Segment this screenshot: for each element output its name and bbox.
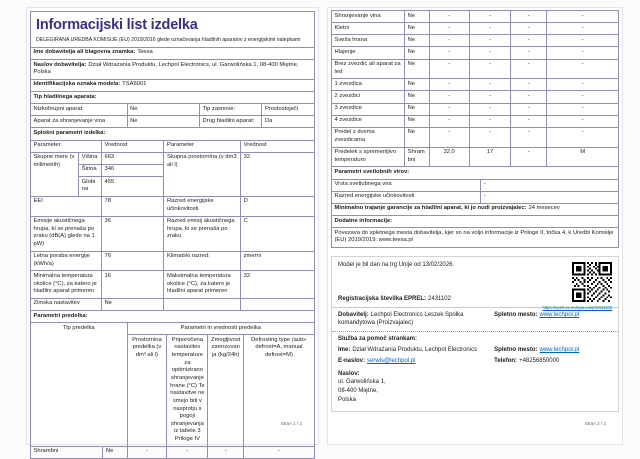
cell-value: - xyxy=(429,35,469,47)
light-parameters-table xyxy=(331,179,619,204)
param-label: Razred energijske učinkovitosti xyxy=(332,191,481,203)
warranty-cell xyxy=(332,203,619,215)
column-header: Parametri in vrednosti predelka xyxy=(127,323,314,335)
param-label: Razred emisij akustičnega hrupa, ki se prenaša po zraku xyxy=(164,216,241,251)
table-row xyxy=(332,115,619,127)
table-row xyxy=(31,216,315,251)
section-header-compartment: Parametri predelka: xyxy=(31,311,315,323)
service-name-row xyxy=(338,347,612,355)
cell-value: - xyxy=(127,446,167,458)
address-line: 08-400 Miętne, xyxy=(338,388,379,395)
eprel-qr-link[interactable]: https://eprel.ec.europa.eu/qr/2431102 xyxy=(542,304,612,310)
email-cell xyxy=(338,358,494,366)
column-header: Vrednost xyxy=(241,140,315,152)
page-1 xyxy=(26,7,319,455)
field-value: 24 mesecev xyxy=(528,205,560,212)
cell-value: - xyxy=(469,59,511,79)
cell-value: - xyxy=(511,147,547,167)
cell-value: - xyxy=(547,103,619,115)
cell-value: - xyxy=(429,115,469,127)
cell-value: - xyxy=(469,35,511,47)
dimension-value: 346 xyxy=(101,164,163,176)
section-header-additional: Dodatne informacije: xyxy=(332,216,619,228)
table-row xyxy=(332,167,619,179)
cell-value: - xyxy=(547,23,619,35)
cell-value: - xyxy=(469,127,511,147)
address-line: ul. Garwolińska 1, xyxy=(338,379,386,386)
cell-value: - xyxy=(429,23,469,35)
table-row xyxy=(31,298,315,310)
param-label: Zimska nastavitev xyxy=(31,298,102,310)
supplier-name-cell xyxy=(31,47,315,59)
table-row xyxy=(31,104,315,116)
service-section-header: Služba za pomoč strankam: xyxy=(338,336,418,343)
param-value: - xyxy=(481,179,619,191)
cell-value: - xyxy=(469,23,511,35)
cell-value: - xyxy=(511,127,547,147)
compartment-flag: Ne xyxy=(405,127,429,147)
cell-value: - xyxy=(469,47,511,59)
param-label: Aparat za shranjevanje vina xyxy=(31,116,128,128)
param-label: Letna poraba energije (kWh/a) xyxy=(31,251,102,271)
cell-value: - xyxy=(511,35,547,47)
dimension-value: 455 xyxy=(101,177,163,197)
dotted-divider xyxy=(332,331,618,332)
email-link[interactable]: serwis@lechpol.pl xyxy=(367,358,416,365)
service-website-cell xyxy=(494,347,612,355)
param-value: 16 xyxy=(101,271,163,298)
table-row xyxy=(332,59,619,79)
compartment-name: Brez zvezdic ali aparat za led xyxy=(332,59,405,79)
dimension-label: Širina xyxy=(79,164,102,176)
compartment-name: 4 zvezdice xyxy=(332,115,405,127)
compartment-flag: Ne xyxy=(405,79,429,91)
param-value: Ne xyxy=(101,298,163,310)
column-header: Parameter xyxy=(31,140,102,152)
cell-value: - xyxy=(429,11,469,23)
table-row xyxy=(332,79,619,91)
compartment-parameters-table-continued xyxy=(331,10,619,167)
cell-value: - xyxy=(547,35,619,47)
table-row xyxy=(332,179,619,191)
compartment-name: Kletni xyxy=(332,23,405,35)
cell-value: - xyxy=(208,446,244,458)
phone-number: +48256850000 xyxy=(519,358,560,365)
param-label xyxy=(164,298,241,310)
field-label: Telefon: xyxy=(494,358,518,365)
compartment-name: Sveža hrana xyxy=(332,35,405,47)
compartment-flag: Ne xyxy=(405,23,429,35)
table-row xyxy=(332,103,619,115)
cell-value: - xyxy=(547,59,619,79)
compartment-flag: Ne xyxy=(405,91,429,103)
cell-value: 17 xyxy=(469,147,511,167)
compartment-name: Shrambni xyxy=(31,446,103,458)
eprel-number: 2431102 xyxy=(428,295,451,302)
param-value: 36 xyxy=(101,216,163,251)
param-value xyxy=(241,298,315,310)
param-label: Tip zasnove: xyxy=(199,104,261,116)
supplier-cell xyxy=(338,312,494,328)
param-value: 78 xyxy=(101,196,163,216)
cell-value: - xyxy=(547,47,619,59)
placed-on-market-text: Model je bil dan na trg Unije od 13/02/2026. xyxy=(338,261,455,268)
compartment-parameters-table xyxy=(30,322,315,459)
table-header-row xyxy=(31,323,315,335)
cell-value: - xyxy=(469,91,511,103)
appliance-type-table xyxy=(30,103,315,128)
field-label: E-naslov: xyxy=(338,358,366,365)
contact-row xyxy=(338,358,612,366)
supplier-address-cell xyxy=(31,60,315,80)
table-row xyxy=(31,60,315,80)
column-header: Zmogljivost zamrzovanja (kg/24h) xyxy=(208,335,244,446)
table-row xyxy=(332,147,619,167)
compartment-flag: Shrambni xyxy=(405,147,429,167)
param-label: Maksimalna temperatura okolice (°C), za katero je hladilni aparat primeren xyxy=(164,271,241,298)
additional-text: Povezava do spletnega mesta dobavitelja, kjer so na voljo informacije iz Priloge II, točka 4, k Uredbi Komisije (EU) 2019/2019: xyxy=(334,229,614,244)
cell-value: - xyxy=(547,11,619,23)
field-label: Ime: xyxy=(338,346,351,353)
section-header-general: Splošni parametri izdelka: xyxy=(31,128,315,140)
cell-value: - xyxy=(511,91,547,103)
param-value: Ne xyxy=(127,104,199,116)
table-row xyxy=(31,446,315,458)
table-row xyxy=(31,251,315,271)
supplier-info-table xyxy=(30,47,315,104)
table-row xyxy=(31,116,315,128)
table-row xyxy=(31,196,315,216)
page-title: Informacijski list izdelka xyxy=(36,17,198,33)
compartment-flag: Ne xyxy=(405,115,429,127)
param-value: D xyxy=(241,196,315,216)
compartment-name: 1 zvezdica xyxy=(332,79,405,91)
param-label: Emisije akustičnega hrupa, ki se prenaša po zraku (dB(A) glede na 1 pW) xyxy=(31,216,102,251)
title-block xyxy=(30,11,315,48)
param-value: - xyxy=(481,191,619,203)
cell-value: - xyxy=(429,79,469,91)
param-label: Vrsta svetlobnega vira xyxy=(332,179,481,191)
cell-value: M xyxy=(547,147,619,167)
cell-value: - xyxy=(511,23,547,35)
param-value: 32 xyxy=(241,152,315,196)
compartment-name: Predel z dvema zvezdicama xyxy=(332,127,405,147)
field-label: Spletno mesto: xyxy=(494,311,538,318)
page-2 xyxy=(327,7,623,445)
qr-code xyxy=(572,262,612,302)
field-value: Lechpol Electronics Leszek Spółka komandytowa (Proizvajalec) xyxy=(338,311,464,326)
compartment-name: Shranjevanje vina xyxy=(332,11,405,23)
field-value: Dział Wdrażania Produktu, Lechpol Electronics, ul. Garwolińska 1, 08-400 Miętne, Polska xyxy=(33,61,299,76)
column-header: Tip predelka xyxy=(31,323,128,447)
column-header: Parameter xyxy=(164,140,241,152)
cell-value: - xyxy=(167,446,208,458)
table-row xyxy=(31,128,315,140)
param-label: EEI xyxy=(31,196,102,216)
table-row xyxy=(332,91,619,103)
field-value: Teesa xyxy=(137,49,153,56)
param-value: zmerni xyxy=(241,251,315,271)
table-header-row xyxy=(31,140,315,152)
cell-value: - xyxy=(511,47,547,59)
phone-cell xyxy=(494,358,612,366)
field-label: Ime dobavitelja ali blagovna znamka: xyxy=(33,49,136,56)
param-label: Razred energijske učinkovitosti xyxy=(164,196,241,216)
field-label: Naslov dobavitelja: xyxy=(33,61,87,68)
compartment-name: 3 zvezdice xyxy=(332,103,405,115)
supplier-url: www.teesa.pl xyxy=(378,237,413,244)
cell-value: - xyxy=(429,91,469,103)
field-value: Dział Wdrażania Produktu, Lechpol Electronics xyxy=(352,346,478,353)
table-row xyxy=(31,152,315,164)
model-id-cell xyxy=(31,79,315,91)
eprel-row xyxy=(338,296,612,304)
field-label: Registracijska številka EPREL: xyxy=(338,295,427,302)
section-header-light: Parametri svetlobnih virov: xyxy=(332,167,619,179)
field-label: Naslov: xyxy=(338,370,360,377)
cell-value: - xyxy=(547,127,619,147)
warranty-table xyxy=(331,203,619,248)
page-number: Stran 2 / 2 xyxy=(584,420,606,426)
website-link[interactable]: www.lechpol.pl xyxy=(539,311,580,318)
compartment-name: 2 zvezdici xyxy=(332,91,405,103)
cell-value: - xyxy=(469,79,511,91)
param-label: Skupne mere (v milimetrih) xyxy=(31,152,79,196)
cell-value: - xyxy=(547,115,619,127)
dimension-value: 663 xyxy=(101,152,163,164)
cell-value: - xyxy=(511,103,547,115)
cell-value: - xyxy=(429,103,469,115)
field-label: Dobavitelj: xyxy=(338,311,369,318)
compartment-name: Predelek s spremenljivo temperaturo xyxy=(332,147,405,167)
dimension-label: Višina xyxy=(79,152,102,164)
cell-value: - xyxy=(469,115,511,127)
param-value: Da xyxy=(262,116,315,128)
field-label: Minimalno trajanje garancije za hladilni aparat, ki jo nudi proizvajalec: xyxy=(334,205,527,212)
cell-value: - xyxy=(429,127,469,147)
service-name-cell xyxy=(338,347,494,355)
cell-value: - xyxy=(511,79,547,91)
service-website-link[interactable]: www.lechpol.pl xyxy=(539,346,580,353)
supplier-row xyxy=(338,312,612,328)
general-parameters-table xyxy=(30,140,315,311)
field-label: Identifikacijska oznaka modela: xyxy=(33,81,121,88)
table-row xyxy=(332,216,619,228)
cell-value: - xyxy=(511,59,547,79)
cell-value: - xyxy=(547,79,619,91)
table-row xyxy=(332,127,619,147)
compartment-name: Hlajenje xyxy=(332,47,405,59)
param-value: Ne xyxy=(127,116,199,128)
dimension-label: Globina xyxy=(79,177,102,197)
compartment-flag: Ne xyxy=(405,47,429,59)
market-info-block xyxy=(331,256,619,412)
param-label: Drug hladilni aparat: xyxy=(199,116,261,128)
table-row xyxy=(332,203,619,215)
table-row xyxy=(31,47,315,59)
field-value: TSA6001 xyxy=(122,81,147,88)
table-row xyxy=(332,23,619,35)
cell-value: - xyxy=(429,59,469,79)
address-block xyxy=(338,370,612,405)
param-value: C xyxy=(241,216,315,251)
column-header: Prostornina predelka (v dm³ ali l) xyxy=(127,335,167,446)
param-value: Prostostoječi xyxy=(262,104,315,116)
table-row xyxy=(31,271,315,298)
table-row xyxy=(31,92,315,104)
compartment-flag: Ne xyxy=(103,446,127,458)
table-row xyxy=(332,47,619,59)
page-number: Stran 1 / 2 xyxy=(280,420,302,426)
additional-info-cell xyxy=(332,228,619,248)
param-label: Nizkohrupni aparat: xyxy=(31,104,128,116)
compartment-flag: Ne xyxy=(405,59,429,79)
table-row xyxy=(332,35,619,47)
address-line: Polska xyxy=(338,396,357,403)
section-header-type: Tip hladilnega aparata: xyxy=(31,92,315,104)
column-header: Priporočena nastavitev temperature za optimizirano shranjevanje hrane (°C) Te nastavitve ne smejo biti v nasprotju s pogoji shranjevanja iz tabele 3 Priloge IV xyxy=(167,335,208,446)
compartment-flag: Ne xyxy=(405,11,429,23)
param-label: Minimalna temperatura okolice (°C), za katero je hladilni aparat primeren xyxy=(31,271,102,298)
param-label: Klimatski razred: xyxy=(164,251,241,271)
table-row xyxy=(31,311,315,323)
param-label: Skupna prostornina (v dm3 ali l) xyxy=(164,152,241,196)
cell-value: 32,0 xyxy=(429,147,469,167)
cell-value: - xyxy=(469,11,511,23)
param-value: 76 xyxy=(101,251,163,271)
website-cell xyxy=(494,312,612,328)
column-header: Vrednost xyxy=(101,140,163,152)
cell-value: - xyxy=(511,115,547,127)
table-row xyxy=(31,79,315,91)
table-row xyxy=(332,11,619,23)
field-label: Spletno mesto: xyxy=(494,346,538,353)
cell-value: - xyxy=(511,11,547,23)
compartment-flag: Ne xyxy=(405,35,429,47)
cell-value: - xyxy=(547,91,619,103)
cell-value: - xyxy=(429,47,469,59)
table-row xyxy=(332,228,619,248)
table-row xyxy=(332,191,619,203)
cell-value: - xyxy=(243,446,314,458)
column-header: Defrosting type (auto-defrost=A, manual defrost=M) xyxy=(243,335,314,446)
regulation-subtitle: DELEGIRANA UREDBA KOMISIJE (EU) 2019/2016 glede označevanja hladilnih aparatov z energijskimi nalepkami xyxy=(36,37,301,44)
param-value: 32 xyxy=(241,271,315,298)
compartment-flag: Ne xyxy=(405,103,429,115)
cell-value: - xyxy=(469,103,511,115)
